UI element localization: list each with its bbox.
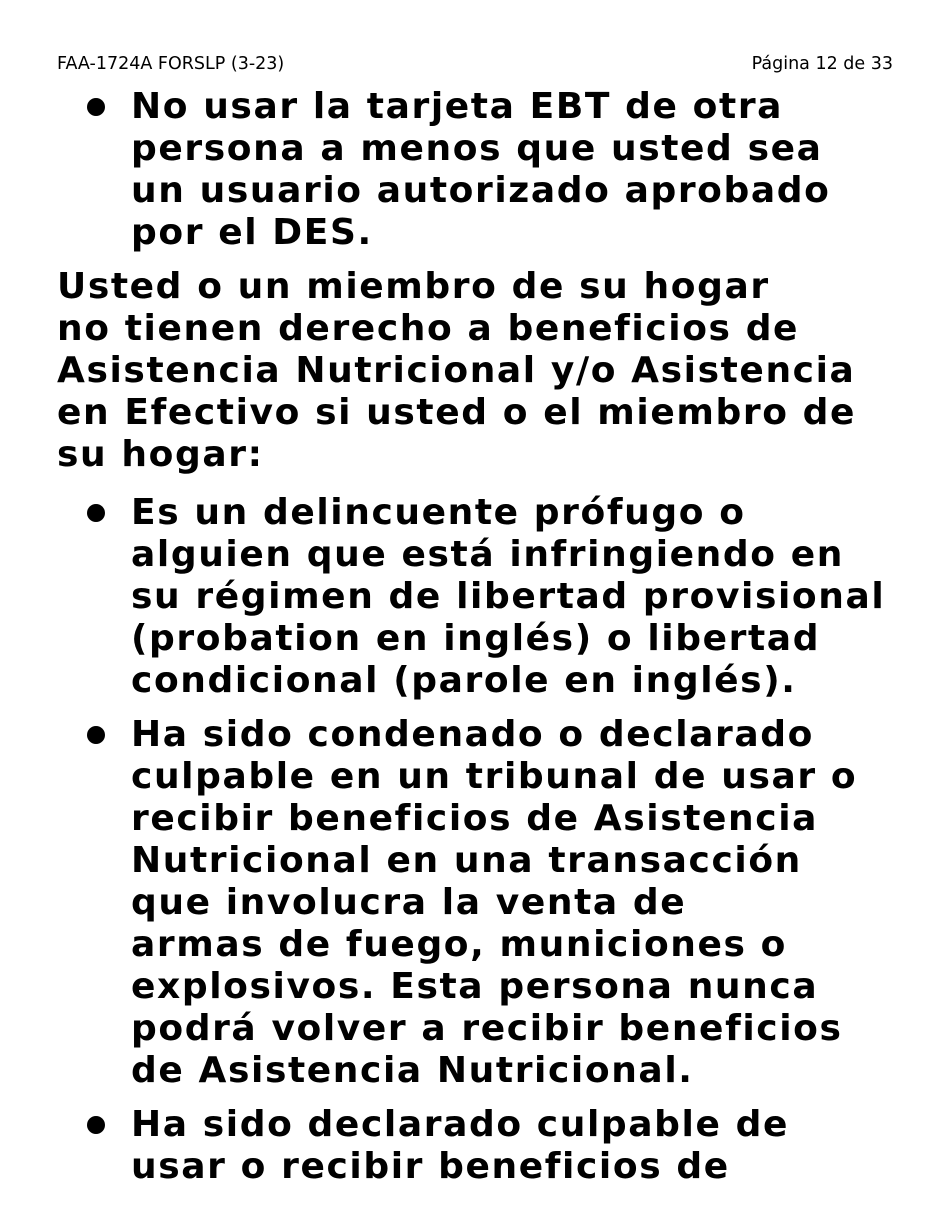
page-header: [57, 52, 893, 76]
bullet-line: culpable en un tribunal de usar o: [131, 756, 858, 797]
bullet-line: recibir beneficios de Asistencia: [131, 798, 819, 839]
bullet-line: armas de fuego, municiones o: [131, 924, 788, 965]
bullet-line: explosivos. Esta persona nunca: [131, 966, 819, 1007]
paragraph-line: Asistencia Nutricional y/o Asistencia: [57, 350, 856, 391]
bullet-line: por el DES.: [131, 212, 373, 253]
form-code: FAA-1724A FORSLP (3-23): [57, 54, 285, 74]
bullet-line: (probation en inglés) o libertad: [131, 618, 821, 659]
bullet-line: un usuario autorizado aprobado: [131, 170, 831, 211]
bullet-line: usar o recibir beneficios de: [131, 1146, 730, 1187]
paragraph-line: en Efectivo si usted o el miembro de: [57, 392, 857, 433]
intro-paragraph: [57, 266, 907, 476]
bullet-line: persona a menos que usted sea: [131, 128, 823, 169]
page-number: Página 12 de 33: [751, 54, 893, 74]
bullet-item-convicted: [57, 1104, 907, 1188]
bullet-icon: [87, 726, 105, 744]
bullet-item-fugitive: [57, 492, 907, 702]
bullet-line: podrá volver a recibir beneficios: [131, 1008, 843, 1049]
bullet-icon: [87, 98, 105, 116]
bullet-line: Ha sido condenado o declarado: [131, 714, 814, 755]
bullet-line: Ha sido declarado culpable de: [131, 1104, 790, 1145]
bullet-line: condicional (parole en inglés).: [131, 660, 797, 701]
bullet-icon: [87, 504, 105, 522]
document-body: [57, 86, 907, 1200]
paragraph-line: su hogar:: [57, 434, 264, 475]
bullet-line: Es un delincuente prófugo o: [131, 492, 746, 533]
bullet-line: Nutricional en una transacción: [131, 840, 802, 881]
bullet-item-ebt-card: [57, 86, 907, 254]
bullet-icon: [87, 1116, 105, 1134]
bullet-line: No usar la tarjeta EBT de otra: [131, 86, 784, 127]
bullet-line: alguien que está infringiendo en: [131, 534, 844, 575]
bullet-line: de Asistencia Nutricional.: [131, 1050, 694, 1091]
bullet-item-firearms: [57, 714, 907, 1092]
bullet-line: que involucra la venta de: [131, 882, 687, 923]
paragraph-line: Usted o un miembro de su hogar: [57, 266, 770, 307]
paragraph-line: no tienen derecho a beneficios de: [57, 308, 800, 349]
bullet-line: su régimen de libertad provisional: [131, 576, 886, 617]
